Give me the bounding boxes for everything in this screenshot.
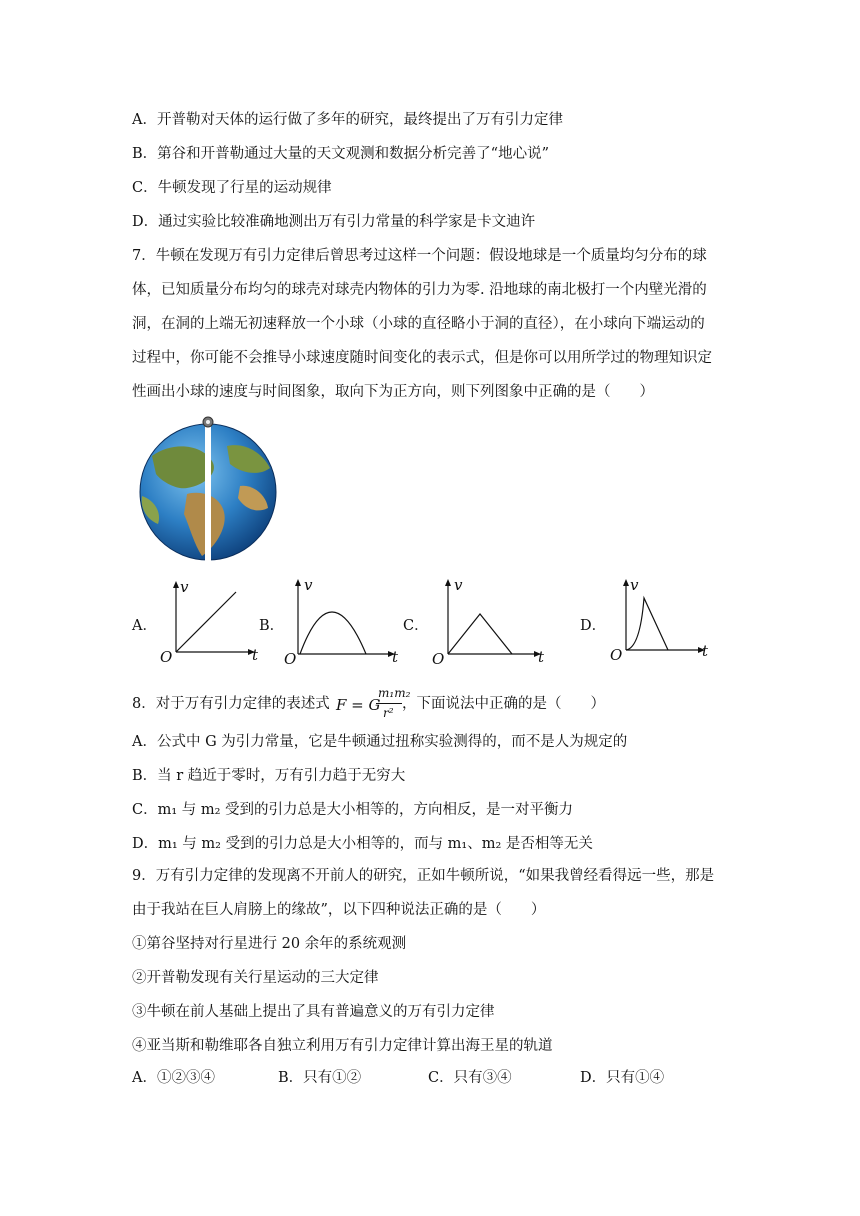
formula-denominator: r² [383,706,394,720]
graph-b [286,578,404,666]
q9-stem-line-2: 由于我站在巨人肩膀上的缘故”，以下四种说法正确的是（ ） [132,902,546,918]
q9-statement-1: ①第谷坚持对行星进行 20 余年的系统观测 [132,936,407,952]
q9-option-a: A．①②③④ [132,1070,215,1086]
svg-text:O: O [160,648,173,666]
q6-option-b: B．第谷和开普勒通过大量的天文观测和数据分析完善了“地心说” [132,146,549,162]
q8-stem-prefix: 8．对于万有引力定律的表述式 [132,696,330,712]
q7-option-b-label: B． [259,618,285,634]
q6-option-c: C．牛顿发现了行星的运动规律 [132,180,332,196]
q7-option-d-label: D． [580,618,607,634]
graph-a [158,580,258,664]
q9-statement-4: ④亚当斯和勒维耶各自独立利用万有引力定律计算出海王星的轨道 [132,1038,553,1054]
q8-option-a: A．公式中 G 为引力常量，它是牛顿通过扭称实验测得的，而不是人为规定的 [132,734,628,750]
q7-stem-line-1: 7．牛顿在发现万有引力定律后曾思考过这样一个问题：假设地球是一个质量均匀分布的球 [132,248,707,264]
gravitation-formula [336,686,411,732]
q8-option-d: D．m₁ 与 m₂ 受到的引力总是大小相等的，而与 m₁、m₂ 是否相等无关 [132,836,593,852]
q7-stem-line-5: 性画出小球的速度与时间图象，取向下为正方向，则下列图象中正确的是（ ） [132,384,654,400]
graph-d [612,578,712,662]
q9-statement-3: ③牛顿在前人基础上提出了具有普遍意义的万有引力定律 [132,1004,495,1020]
svg-text:O: O [284,650,297,668]
svg-text:v: v [180,578,189,596]
svg-text:v: v [304,576,313,594]
svg-text:t: t [392,648,399,666]
q7-stem-line-3: 洞，在洞的上端无初速释放一个小球（小球的直径略小于洞的直径），在小球向下端运动的 [132,316,705,332]
q9-option-c: C．只有③④ [428,1070,512,1086]
svg-text:t: t [252,646,259,664]
svg-text:v: v [630,576,639,594]
svg-text:t: t [702,642,709,660]
q8-option-b: B．当 r 趋近于零时，万有引力趋于无穷大 [132,768,406,784]
q9-option-d: D．只有①④ [580,1070,665,1086]
q7-option-c-label: C． [403,618,429,634]
svg-text:v: v [454,576,463,594]
q6-option-a: A．开普勒对天体的运行做了多年的研究，最终提出了万有引力定律 [132,112,563,128]
svg-text:O: O [432,650,445,668]
formula-numerator: m₁m₂ [378,686,411,700]
formula-lhs: F = G [336,696,381,714]
q7-option-a-label: A． [132,618,157,634]
svg-text:t: t [538,648,545,666]
q8-option-c: C．m₁ 与 m₂ 受到的引力总是大小相等的，方向相反，是一对平衡力 [132,802,574,818]
q9-option-b: B．只有①② [278,1070,362,1086]
earth-figure [132,416,284,564]
q7-stem-line-2: 体，已知质量分布均匀的球壳对球壳内物体的引力为零. 沿地球的南北极打一个内壁光滑的 [132,282,707,298]
q9-stem-line-1: 9．万有引力定律的发现离不开前人的研究，正如牛顿所说，“如果我曾经看得远一些，那是 [132,868,715,884]
q9-statement-2: ②开普勒发现有关行星运动的三大定律 [132,970,379,986]
svg-text:O: O [610,646,623,664]
q8-stem-suffix: ，下面说法中正确的是（ ） [402,696,605,712]
fraction-bar [376,703,402,704]
q6-option-d: D．通过实验比较准确地测出万有引力常量的科学家是卡文迪许 [132,214,536,230]
graph-c [432,578,550,666]
q7-stem-line-4: 过程中，你可能不会推导小球速度随时间变化的表示式，但是你可以用所学过的物理知识定 [132,350,712,366]
